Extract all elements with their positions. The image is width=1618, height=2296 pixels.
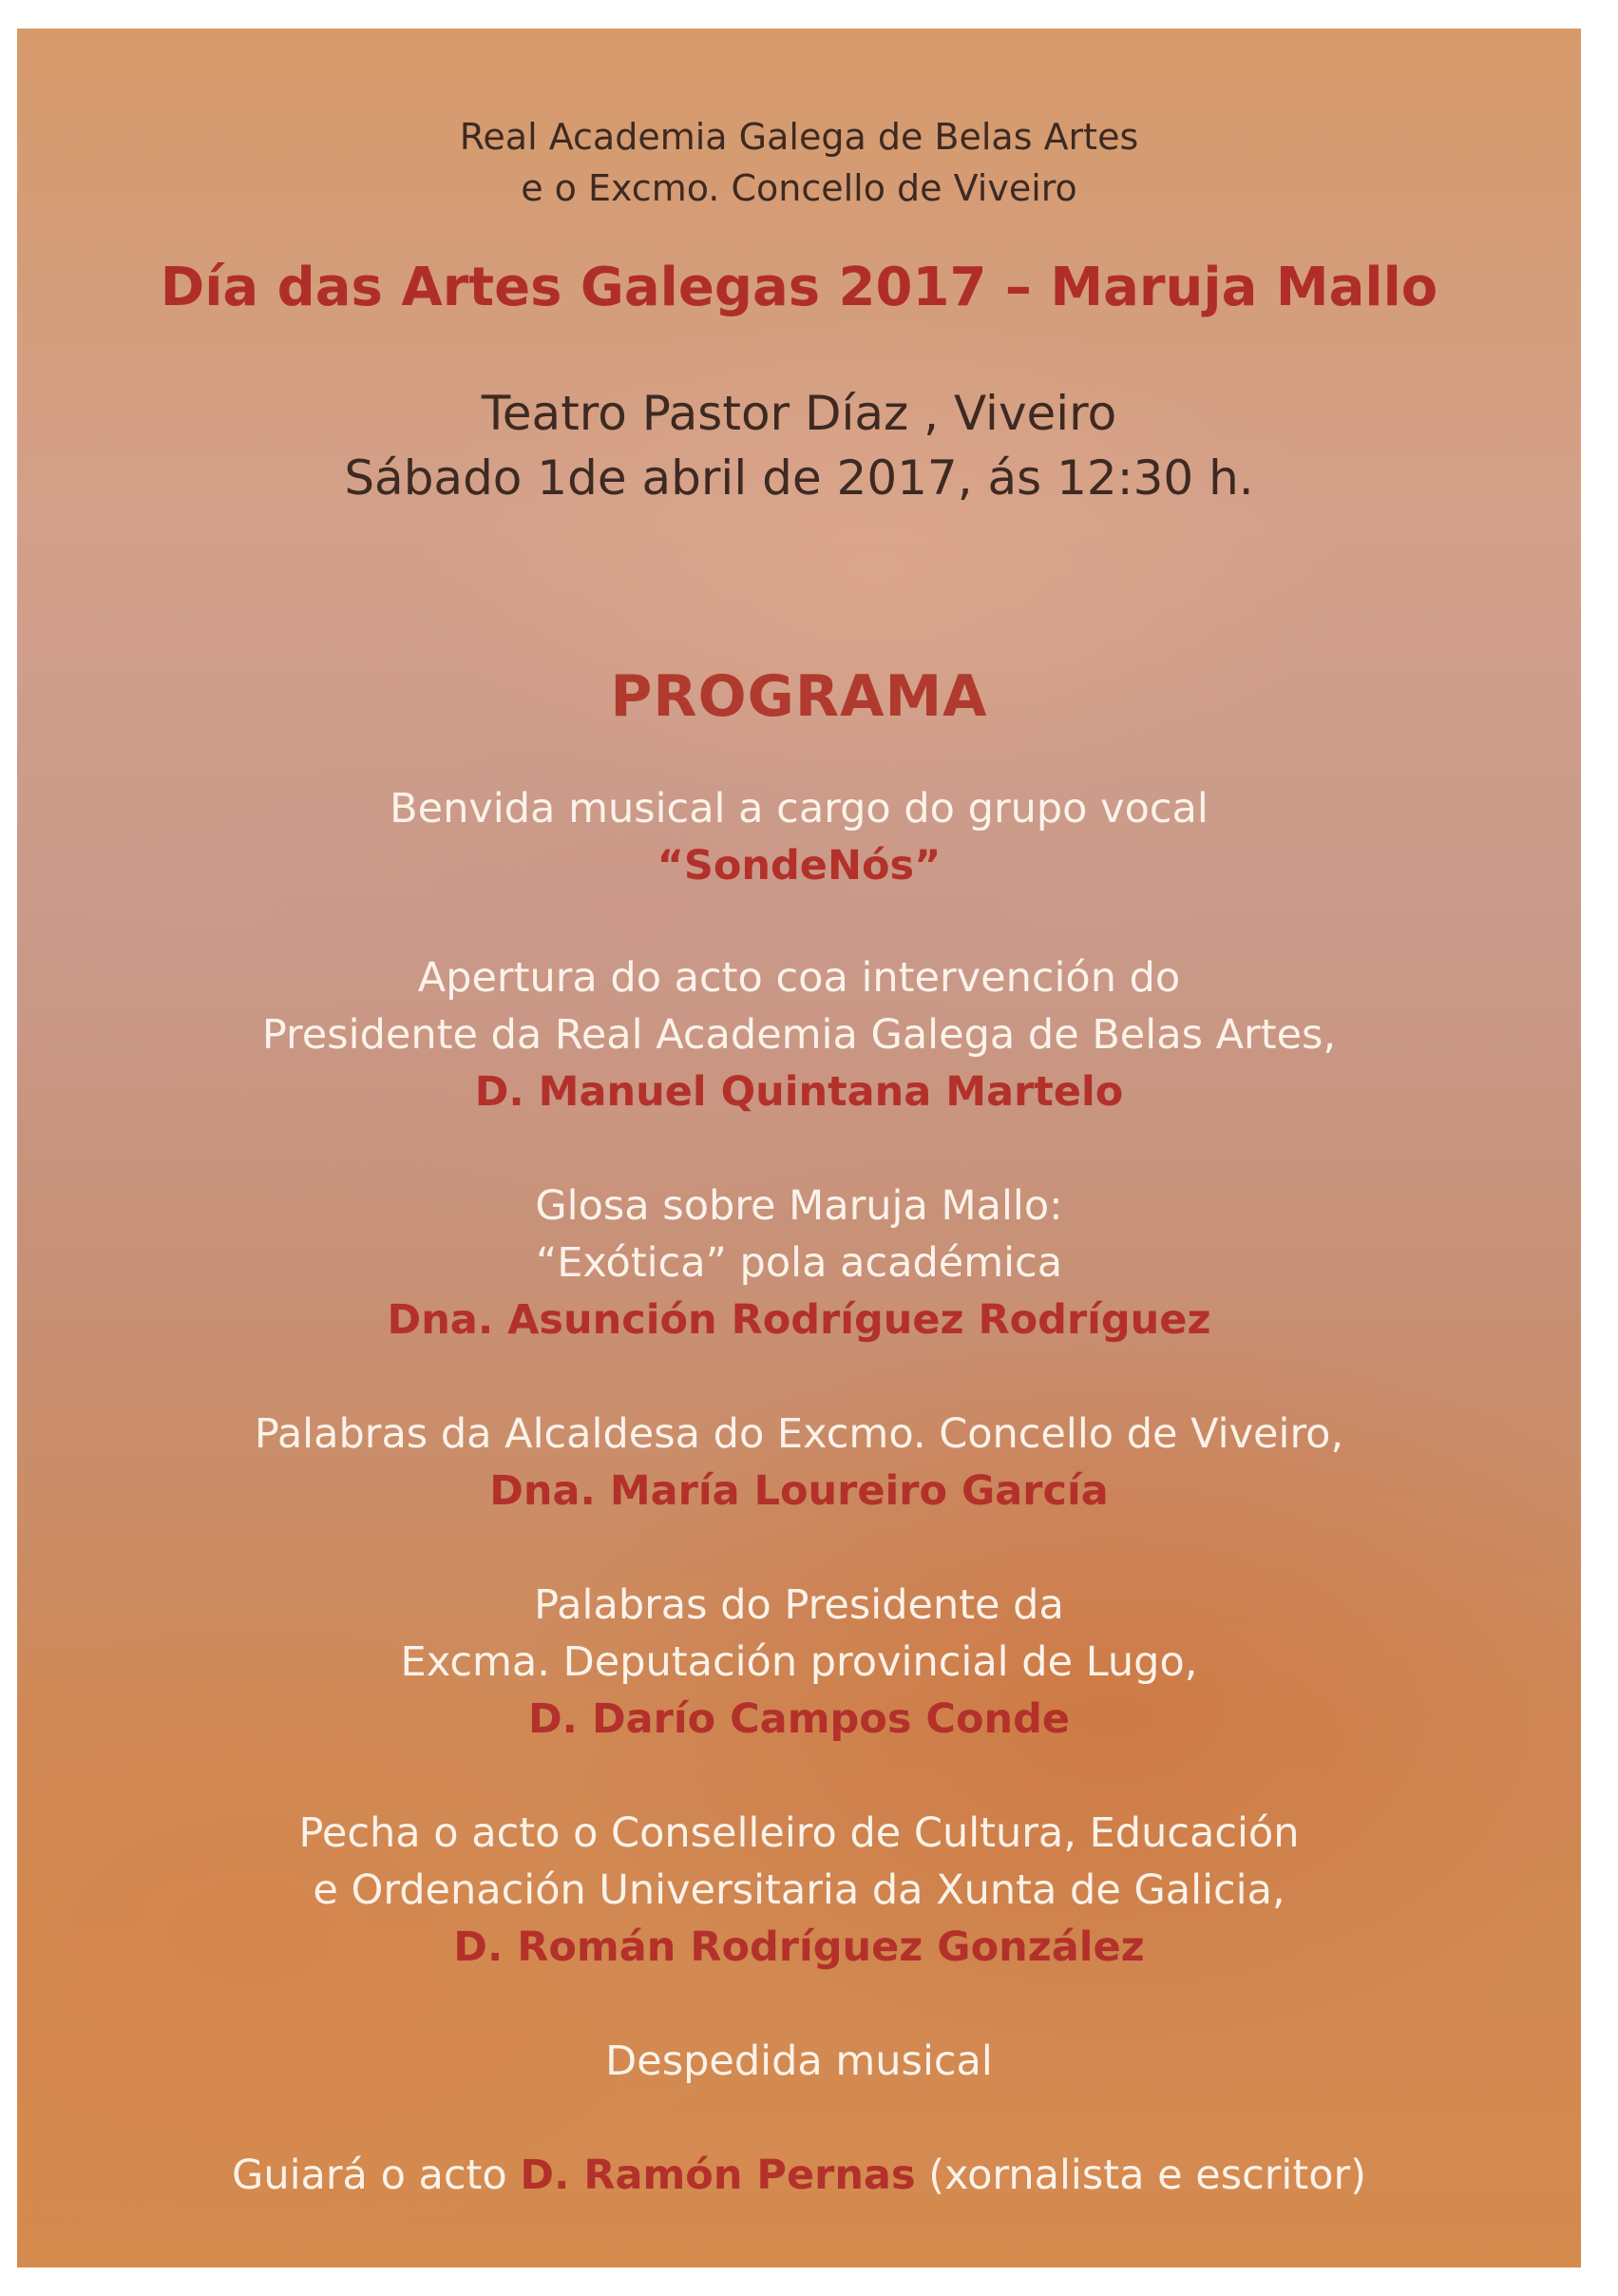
item8-suffix: (xornalista e escritor) [915,2152,1366,2199]
item2-line2: Presidente da Real Academia Galega de Belas Artes, [261,1011,1337,1059]
programa-heading: PROGRAMA [610,663,988,730]
item8-name: D. Ramón Pernas [520,2152,916,2199]
item7-line1: Despedida musical [605,2038,993,2085]
item5-line1: Palabras do Presidente da [534,1581,1064,1629]
item3-line1: Glosa sobre Maruja Mallo: [535,1182,1063,1230]
organizer-line-1: Real Academia Galega de Belas Artes [459,116,1139,158]
organizer-line-2: e o Excmo. Concello de Viveiro [521,167,1077,209]
item4-name: Dna. María Loureiro García [489,1467,1109,1515]
event-date: Sábado 1de abril de 2017, ás 12:30 h. [344,450,1254,506]
item6-line2: e Ordenación Universitaria da Xunta de Galicia, [313,1866,1285,1914]
item6-line1: Pecha o acto o Conselleiro de Cultura, Educación [298,1809,1300,1857]
item4-line1: Palabras da Alcaldesa do Excmo. Concello de Viveiro, [254,1410,1344,1458]
item3-line2: “Exótica” pola académica [535,1239,1063,1287]
item5-line2: Excma. Deputación provincial de Lugo, [400,1638,1198,1686]
item2-line1: Apertura do acto coa intervención do [417,954,1181,1002]
event-venue: Teatro Pastor Díaz , Viveiro [481,386,1117,441]
item5-name: D. Darío Campos Conde [527,1695,1071,1743]
item8-guide-line [17,2152,1581,2199]
item1-line1: Benvida musical a cargo do grupo vocal [390,785,1209,832]
program-sheet [17,29,1581,2267]
item6-name: D. Román Rodríguez González [453,1923,1145,1971]
item2-name: D. Manuel Quintana Martelo [474,1068,1124,1116]
item8-prefix: Guiará o acto [232,2152,521,2199]
event-title: Día das Artes Galegas 2017 – Maruja Mallo [160,257,1438,318]
item3-name: Dna. Asunción Rodríguez Rodríguez [387,1296,1211,1344]
item1-name: “SondeNós” [657,842,942,890]
